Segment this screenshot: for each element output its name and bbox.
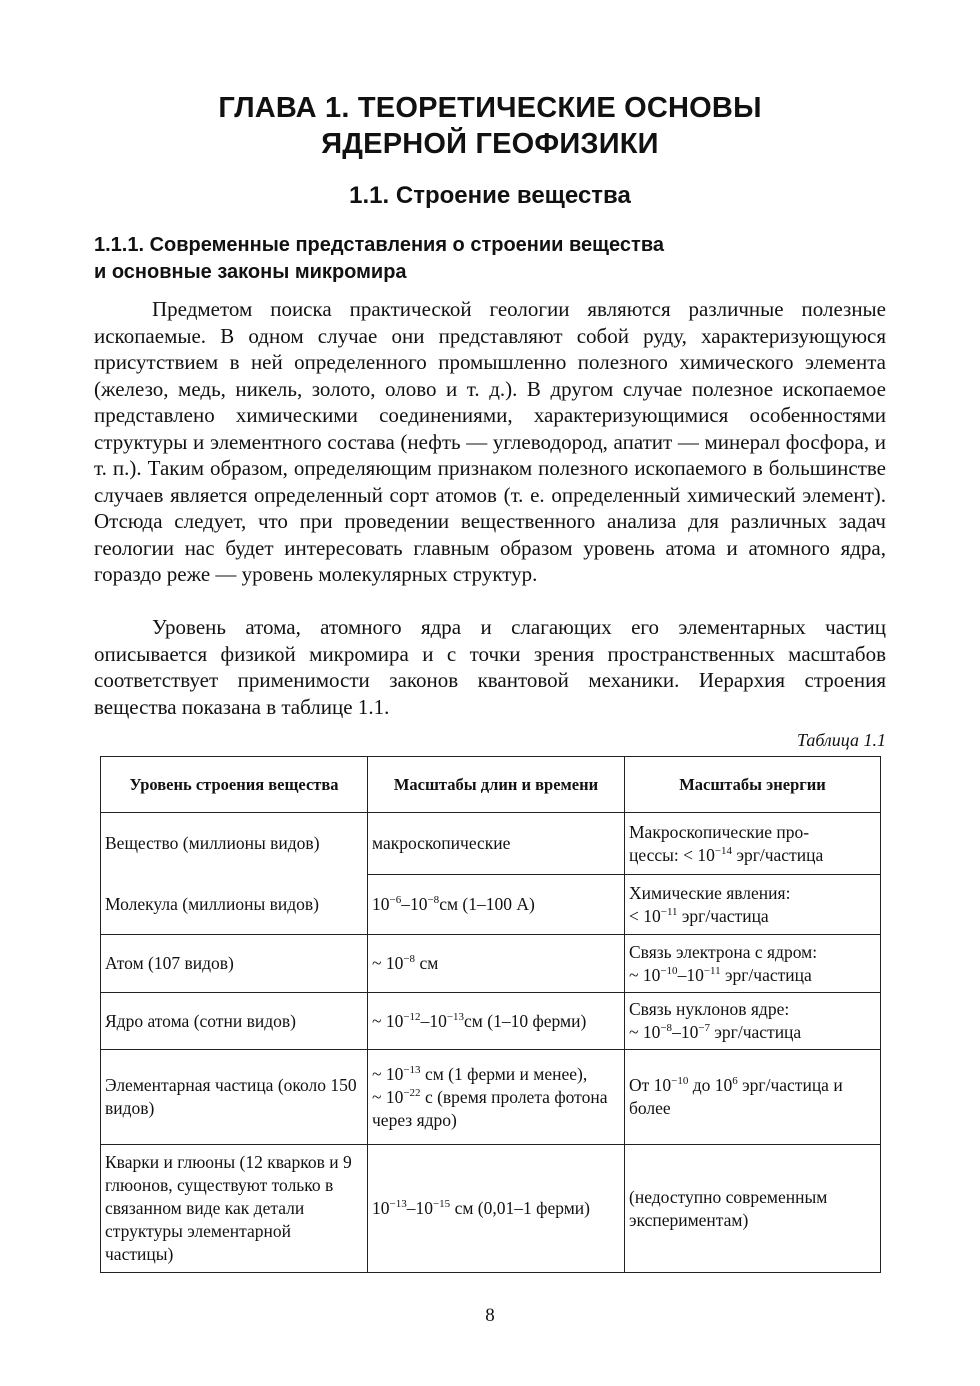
table-cell-scale: $10^{-6}-10^{-8}см$ (1–100 А) bbox=[368, 875, 625, 935]
chapter-title bbox=[0, 90, 980, 162]
table-caption: Таблица 1.1 bbox=[796, 730, 886, 750]
table-row bbox=[101, 1145, 881, 1273]
table-cell-level: Вещество (миллионы видов) bbox=[101, 813, 368, 875]
paragraph: Уровень атома, атомного ядра и слагающих его элементарных частиц описывается физикой микромира и с точки зрения пространственных масштабов соответствует применимости законов квантовой механики. Иерархия строения вещества показана в таблице 1.1. bbox=[94, 615, 886, 719]
subsection-title-line2: и основные законы микромира bbox=[94, 261, 407, 283]
table-cell-energy: От $10^{-10}$ до $10^6$ эрг/частица и более bbox=[625, 1050, 881, 1145]
table-cell-energy: Макроскопические про- цессы: < $10^{-14}$ эрг/частица bbox=[625, 813, 881, 875]
table-row bbox=[101, 875, 881, 935]
table-cell-level: Атом (107 видов) bbox=[101, 935, 368, 993]
paragraph: Предметом поиска практической геологии являются различные полезные ископаемые. В одном случае они представляют собой руду, характеризующуюся присутствием в ней определенного промышленно полезного химического элемента (железо, медь, никель, золото, олово и т. д.). В другом случае полезное ископаемое представлено химическими соединениями, характеризующимися особенностями структуры и элементного состава (нефть — углеводород, апатит — минерал фосфора, и т. п.). Таким образом, определяющим признаком полезного ископаемого в большинстве случаев является определенный сорт атомов (т. е. определенный химический элемент). Отсюда следует, что при проведении вещественного анализа для различных задач геологии нас будет интересовать главным образом уровень атома и атомного ядра, гораздо реже — уровень молекулярных структур. bbox=[94, 297, 886, 586]
table-cell-level: Элементарная частица (около 150 видов) bbox=[101, 1050, 368, 1145]
table-cell-level: Кварки и глюоны (12 кварков и 9 глюонов, существуют только в связанном виде как детали структуры элементарной частицы) bbox=[101, 1145, 368, 1273]
table-cell-energy: Связь электрона с ядром: ~ $10^{-10}-10^{-11}$ эрг/частица bbox=[625, 935, 881, 993]
table-cell-level: Молекула (миллионы видов) bbox=[101, 875, 368, 935]
table-header-energy: Масштабы энергии bbox=[625, 757, 881, 813]
table-cell-level: Ядро атома (сотни видов) bbox=[101, 993, 368, 1050]
table-row bbox=[101, 813, 881, 875]
table-cell-scale: $10^{-13}-10^{-15}$ см (0,01–1 ферми) bbox=[368, 1145, 625, 1273]
table-cell-scale: ~ $10^{-13}$ см (1 ферми и менее), ~ $10^{-22}$ с (время пролета фотона через ядро) bbox=[368, 1050, 625, 1145]
table-header-scale: Масштабы длин и времени bbox=[368, 757, 625, 813]
table-cell-energy: Химические явления: < $10^{-11}$ эрг/частица bbox=[625, 875, 881, 935]
table-row bbox=[101, 993, 881, 1050]
chapter-title-line1: ГЛАВА 1. ТЕОРЕТИЧЕСКИЕ ОСНОВЫ bbox=[218, 92, 762, 124]
table-header-row bbox=[101, 757, 881, 813]
chapter-title-line2: ЯДЕРНОЙ ГЕОФИЗИКИ bbox=[321, 128, 659, 160]
table-cell-scale: ~ $10^{-12}-10^{-13}см$ (1–10 ферми) bbox=[368, 993, 625, 1050]
table-header-level: Уровень строения вещества bbox=[101, 757, 368, 813]
section-title: 1.1. Строение вещества bbox=[349, 182, 631, 209]
table-row bbox=[101, 935, 881, 993]
subsection-title-line1: 1.1.1. Современные представления о строении вещества bbox=[94, 234, 664, 256]
page-number: 8 bbox=[485, 1305, 495, 1326]
table-row bbox=[101, 1050, 881, 1145]
structure-table bbox=[100, 756, 881, 1273]
table-cell-energy: Связь нуклонов ядре: ~ $10^{-8}-10^{-7}$ эрг/частица bbox=[625, 993, 881, 1050]
table-cell-scale: макроскопические bbox=[368, 813, 625, 875]
table-cell-scale: ~ $10^{-8}$ см bbox=[368, 935, 625, 993]
subsection-title bbox=[94, 232, 894, 286]
table-cell-energy: (недоступно современным экспериментам) bbox=[625, 1145, 881, 1273]
